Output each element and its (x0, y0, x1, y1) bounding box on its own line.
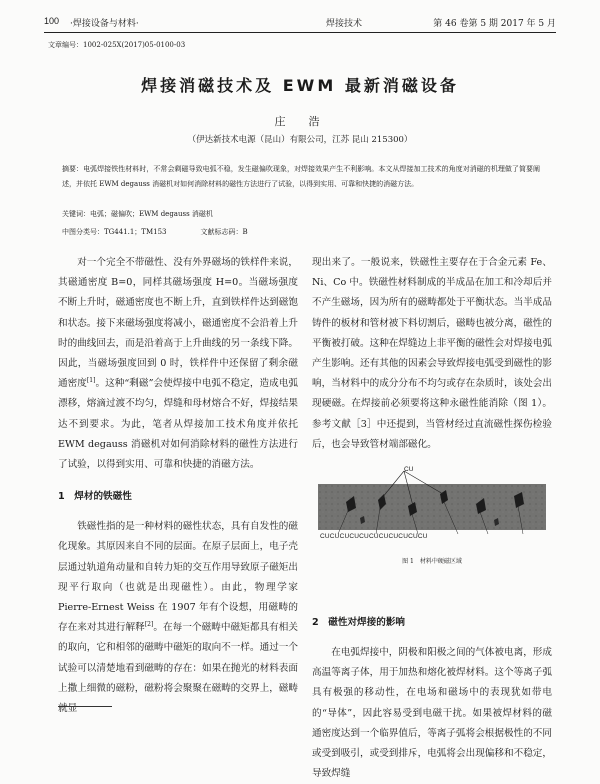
section2-paragraph: 在电弧焊接中，阴极和阳极之间的气体被电离，形成高温等离子体，用于加热和熔化被焊材料。这个等离子弧具有极强的移动性，在电场和磁场中的表现犹如带电的“导体”，因此容易受到电磁干扰。如果被焊材料的磁通密度达到一个临界值后，等离子弧将会根据极性的不同或受到吸引，或受到排斥，电弧将会出现偏移和不稳定，导致焊缝 (312, 647, 552, 780)
section1-text: 铁磁性指的是一种材料的磁性状态，具有自发性的磁化现象。其原因来自不同的层面。在原子层面上，电子壳层通过轨道角动量和自转力矩的交互作用导致原子磁矩出现平行取向（也就是出现磁性）。由此，物理学家 Pierre-Ernest Weiss 在 1907 年有个设想，用磁畴的存在来对其进行解释 (58, 521, 298, 634)
material-hard-magnetic-image (318, 466, 546, 556)
left-column (58, 253, 298, 719)
volume-issue: 第 46 卷第 5 期 2017 年 5 月 (433, 19, 556, 29)
section-heading-1: 1 焊材的铁磁性 (58, 491, 132, 503)
author: 庄 浩 (274, 115, 326, 128)
classification-number: 中图分类号：TG441.1；TM153 (62, 228, 167, 236)
running-header (44, 14, 556, 30)
section1-text-cont: 。在每一个磁畴中磁矩都具有相关的取向，它和相邻的磁畴中磁矩的取向不一样。通过一个试验可以清楚地看到磁畴的存在：如果在抛光的材料表面上撒上细微的磁粉，磁粉将会聚聚在磁畴的交界上，磁畴就显 (58, 622, 298, 715)
header-rule (44, 32, 556, 33)
figure-label-row: CUCUCUCUCUCUCUCUCUCUCU (320, 533, 428, 540)
section1-paragraph (58, 517, 298, 719)
paper-title: 焊接消磁技术及 EWM 最新消磁设备 (141, 76, 459, 95)
right-paragraph-1: 现出来了。一般说来，铁磁性主要存在于合金元素 Fe、Ni、Co 中。铁磁性材料制成的半成品在加工和冷却后并不产生磁场，因为所有的磁畴都处于平衡状态。当半成品铸件的板材和管材被下料切割后，磁畴也被分离，磁性的平衡被打破。这种在焊缝边上非平衡的磁性会对焊接电弧产生影响。还有其他的因素会导致焊接电弧受到磁性的影响，当材料中的成分分布不均匀或存在杂质时，该处会出现硬磁。在焊接前必须要将这种永磁性能消除（图 1）。参考文献［3］中还提到，当管材经过直流磁性探伤检验后，也会导致管材端部磁化。 (312, 257, 552, 450)
page-number: 100 (44, 16, 60, 26)
classification-line (62, 227, 248, 237)
journal-name: 焊接技术 (326, 19, 363, 29)
figure-label-cu: CU (404, 466, 414, 473)
affiliation: （伊达新技术电源（昆山）有限公司，江苏 昆山 215300） (187, 135, 413, 145)
footnote-rule (58, 706, 112, 707)
article-number: 文章编号：1002-025X(2017)05-0100-03 (48, 41, 186, 49)
abstract: 摘要：电弧焊接铁性材料时，不常会剩磁导致电弧不稳，发生磁偏吹现象，对焊接效果产生不利影响。本文从焊接加工技术的角度对消磁的机理做了简要阐述，并依托 EWM degauss 消磁机对如何消除材料的磁性方法进行了试验，以得到实用、可靠和快捷的消磁方法。 (62, 165, 540, 188)
journal-section-left: ·焊接设备与材料· (70, 19, 139, 29)
figure-1 (318, 466, 546, 586)
citation-ref: [2] (144, 621, 154, 629)
intro-text-cont: 。这种“剩磁”会使焊接中电弧不稳定，造成电弧漂移，熔滴过渡不均匀，焊缝和母材熔合不好，焊接结果达不到要求。为此，笔者从焊接加工技术角度并依托 EWM degauss 消磁机对如何消除材料的磁性方法进行了试验，以得到实用、可靠和快捷的消磁方法。 (58, 378, 298, 471)
intro-paragraph (58, 253, 298, 475)
document-code: 文献标志码：B (200, 228, 248, 236)
section-heading-2: 2 磁性对焊接的影响 (312, 617, 406, 629)
figure-caption: 图 1 材料中硬磁区域 (402, 558, 462, 565)
intro-text: 对一个完全不带磁性、没有外界磁场的铁样件来说，其磁通密度 B=0，同样其磁场强度 H=0。当磁场强度不断上升时，磁通密度也不断上升，直到铁样件达到磁饱和状态。接下来磁场强度将减小，磁通密度不会沿着上升时的曲线回去，而是沿着高于上升曲线的另一条线下降。因此，当磁场强度回到 0 时，铁样件中还保留了剩余磁通密度 (58, 257, 298, 390)
citation-ref: [1] (86, 377, 96, 385)
keywords: 关键词：电弧；磁偏吹；EWM degauss 消磁机 (62, 210, 213, 218)
